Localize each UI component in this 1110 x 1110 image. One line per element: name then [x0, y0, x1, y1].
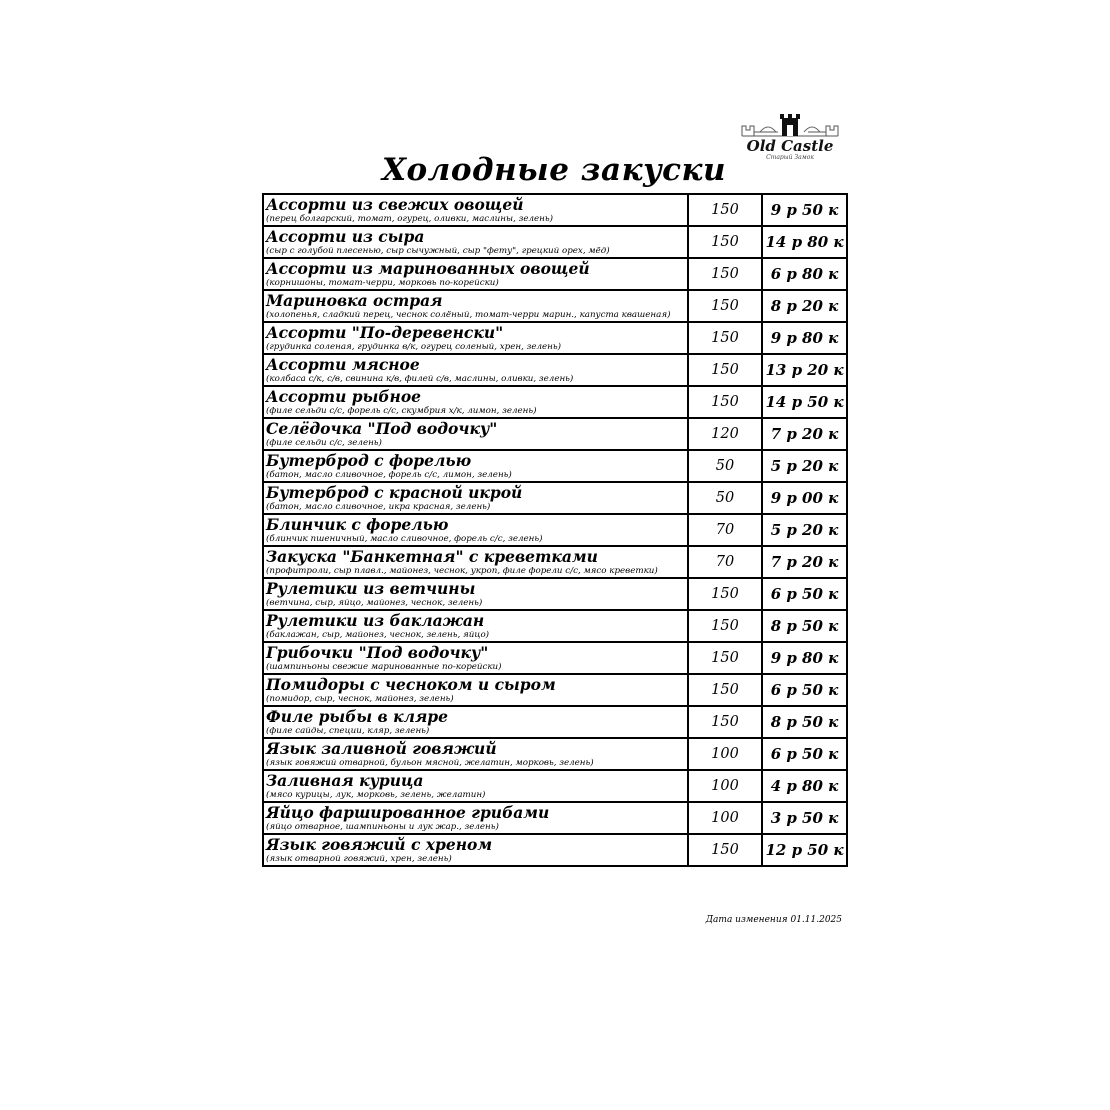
dish-cell [263, 450, 688, 482]
dish-cell [263, 258, 688, 290]
menu-row [263, 834, 847, 866]
dish-description: (помидор, сыр, чеснок, майонез, зелень) [266, 694, 454, 704]
dish-weight: 150 [688, 674, 762, 706]
dish-name: Заливная курица [266, 771, 424, 790]
dish-price: 6 р 50 к [762, 578, 847, 610]
dish-name: Ассорти из свежих овощей [266, 195, 524, 214]
menu-table [262, 193, 848, 867]
dish-weight: 150 [688, 194, 762, 226]
dish-price: 14 р 50 к [762, 386, 847, 418]
dish-name: Ассорти "По-деревенски" [266, 323, 504, 342]
dish-name: Ассорти мясное [266, 355, 420, 374]
dish-cell [263, 770, 688, 802]
dish-cell [263, 642, 688, 674]
dish-description: (холопенья, сладкий перец, чеснок солёный, томат-черри марин., капуста квашеная) [266, 310, 671, 320]
dish-description: (филе сельди с/с, форель с/с, скумбрия х/к, лимон, зелень) [266, 406, 537, 416]
menu-row [263, 802, 847, 834]
menu-row [263, 578, 847, 610]
menu-row [263, 354, 847, 386]
dish-weight: 150 [688, 386, 762, 418]
dish-description: (батон, масло сливочное, икра красная, зелень) [266, 502, 491, 512]
menu-row [263, 674, 847, 706]
dish-price: 6 р 50 к [762, 674, 847, 706]
dish-weight: 50 [688, 482, 762, 514]
menu-table-body [263, 194, 847, 866]
dish-cell [263, 578, 688, 610]
dish-description: (корнишоны, томат-черри, морковь по-корейски) [266, 278, 499, 288]
dish-cell [263, 226, 688, 258]
dish-name: Бутерброд с красной икрой [266, 483, 523, 502]
dish-price: 13 р 20 к [762, 354, 847, 386]
dish-weight: 100 [688, 770, 762, 802]
dish-name: Блинчик с форелью [266, 515, 449, 534]
menu-row [263, 418, 847, 450]
dish-name: Грибочки "Под водочку" [266, 643, 489, 662]
dish-description: (баклажан, сыр, майонез, чеснок, зелень, яйцо) [266, 630, 490, 640]
dish-name: Селёдочка "Под водочку" [266, 419, 498, 438]
menu-row [263, 258, 847, 290]
dish-price: 9 р 00 к [762, 482, 847, 514]
dish-cell [263, 674, 688, 706]
dish-price: 12 р 50 к [762, 834, 847, 866]
dish-weight: 150 [688, 290, 762, 322]
dish-description: (колбаса с/к, с/в, свинина к/в, филей с/в, маслины, оливки, зелень) [266, 374, 574, 384]
dish-price: 9 р 80 к [762, 642, 847, 674]
dish-description: (яйцо отварное, шампиньоны и лук жар., зелень) [266, 822, 499, 832]
dish-weight: 100 [688, 738, 762, 770]
dish-cell [263, 482, 688, 514]
menu-row [263, 642, 847, 674]
dish-price: 7 р 20 к [762, 546, 847, 578]
dish-weight: 70 [688, 546, 762, 578]
dish-cell [263, 418, 688, 450]
dish-price: 7 р 20 к [762, 418, 847, 450]
dish-description: (батон, масло сливочное, форель с/с, лимон, зелень) [266, 470, 512, 480]
dish-cell [263, 834, 688, 866]
dish-cell [263, 610, 688, 642]
dish-cell [263, 514, 688, 546]
menu-row [263, 482, 847, 514]
dish-cell [263, 386, 688, 418]
dish-description: (язык отварной говяжий, хрен, зелень) [266, 854, 452, 864]
dish-name: Язык говяжий с хреном [266, 835, 493, 854]
dish-price: 8 р 50 к [762, 610, 847, 642]
dish-price: 6 р 50 к [762, 738, 847, 770]
dish-description: (язык говяжий отварной, бульон мясной, желатин, морковь, зелень) [266, 758, 594, 768]
dish-description: (ветчина, сыр, яйцо, майонез, чеснок, зелень) [266, 598, 483, 608]
menu-row [263, 290, 847, 322]
dish-weight: 150 [688, 258, 762, 290]
dish-cell [263, 706, 688, 738]
menu-row [263, 610, 847, 642]
dish-weight: 70 [688, 514, 762, 546]
dish-weight: 150 [688, 322, 762, 354]
dish-price: 3 р 50 к [762, 802, 847, 834]
menu-row [263, 738, 847, 770]
dish-name: Рулетики из баклажан [266, 611, 485, 630]
logo-brand: Old Castle [746, 137, 834, 155]
dish-cell [263, 738, 688, 770]
page-title: Холодные закуски [381, 152, 727, 188]
dish-weight: 150 [688, 834, 762, 866]
dish-weight: 50 [688, 450, 762, 482]
dish-price: 14 р 80 к [762, 226, 847, 258]
dish-weight: 150 [688, 578, 762, 610]
dish-name: Ассорти из сыра [266, 227, 425, 246]
dish-description: (филе сельди с/с, зелень) [266, 438, 382, 448]
dish-name: Помидоры с чесноком и сыром [266, 675, 556, 694]
dish-description: (мясо курицы, лук, морковь, зелень, желатин) [266, 790, 486, 800]
dish-cell [263, 194, 688, 226]
menu-row [263, 770, 847, 802]
dish-name: Язык заливной говяжий [266, 739, 497, 758]
dish-weight: 150 [688, 706, 762, 738]
menu-row [263, 546, 847, 578]
dish-price: 9 р 80 к [762, 322, 847, 354]
menu-row [263, 706, 847, 738]
dish-price: 6 р 80 к [762, 258, 847, 290]
menu-row [263, 322, 847, 354]
menu-row [263, 450, 847, 482]
menu-row [263, 194, 847, 226]
dish-price: 4 р 80 к [762, 770, 847, 802]
dish-name: Бутерброд с форелью [266, 451, 472, 470]
menu-row [263, 386, 847, 418]
dish-description: (профитроли, сыр плавл., майонез, чеснок, укроп, филе форели с/с, мясо креветки) [266, 566, 658, 576]
dish-name: Ассорти рыбное [266, 387, 422, 406]
logo-tagline: Старый Замок [766, 154, 814, 160]
modification-date: Дата изменения 01.11.2025 [705, 915, 842, 925]
dish-name: Ассорти из маринованных овощей [266, 259, 590, 278]
dish-weight: 150 [688, 610, 762, 642]
dish-description: (сыр с голубой плесенью, сыр сычужный, сыр "фету", грецкий орех, мёд) [266, 246, 610, 256]
dish-weight: 120 [688, 418, 762, 450]
dish-description: (грудинка соленая, грудинка в/к, огурец соленый, хрен, зелень) [266, 342, 562, 352]
dish-price: 9 р 50 к [762, 194, 847, 226]
menu-row [263, 226, 847, 258]
dish-name: Яйцо фаршированное грибами [266, 803, 550, 822]
dish-cell [263, 546, 688, 578]
dish-description: (филе сайды, специи, кляр, зелень) [266, 726, 430, 736]
dish-description: (перец болгарский, томат, огурец, оливки, маслины, зелень) [266, 214, 553, 224]
dish-description: (шампиньоны свежие маринованные по-корейски) [266, 662, 502, 672]
menu-row [263, 514, 847, 546]
dish-price: 5 р 20 к [762, 450, 847, 482]
dish-cell [263, 322, 688, 354]
dish-price: 5 р 20 к [762, 514, 847, 546]
dish-price: 8 р 50 к [762, 706, 847, 738]
dish-name: Рулетики из ветчины [266, 579, 476, 598]
dish-description: (блинчик пшеничный, масло сливочное, форель с/с, зелень) [266, 534, 543, 544]
dish-weight: 150 [688, 642, 762, 674]
dish-weight: 150 [688, 226, 762, 258]
dish-cell [263, 354, 688, 386]
dish-price: 8 р 20 к [762, 290, 847, 322]
dish-weight: 100 [688, 802, 762, 834]
dish-cell [263, 802, 688, 834]
dish-name: Филе рыбы в кляре [266, 707, 448, 726]
dish-weight: 150 [688, 354, 762, 386]
dish-cell [263, 290, 688, 322]
dish-name: Мариновка острая [266, 291, 443, 310]
dish-name: Закуска "Банкетная" с креветками [266, 547, 598, 566]
